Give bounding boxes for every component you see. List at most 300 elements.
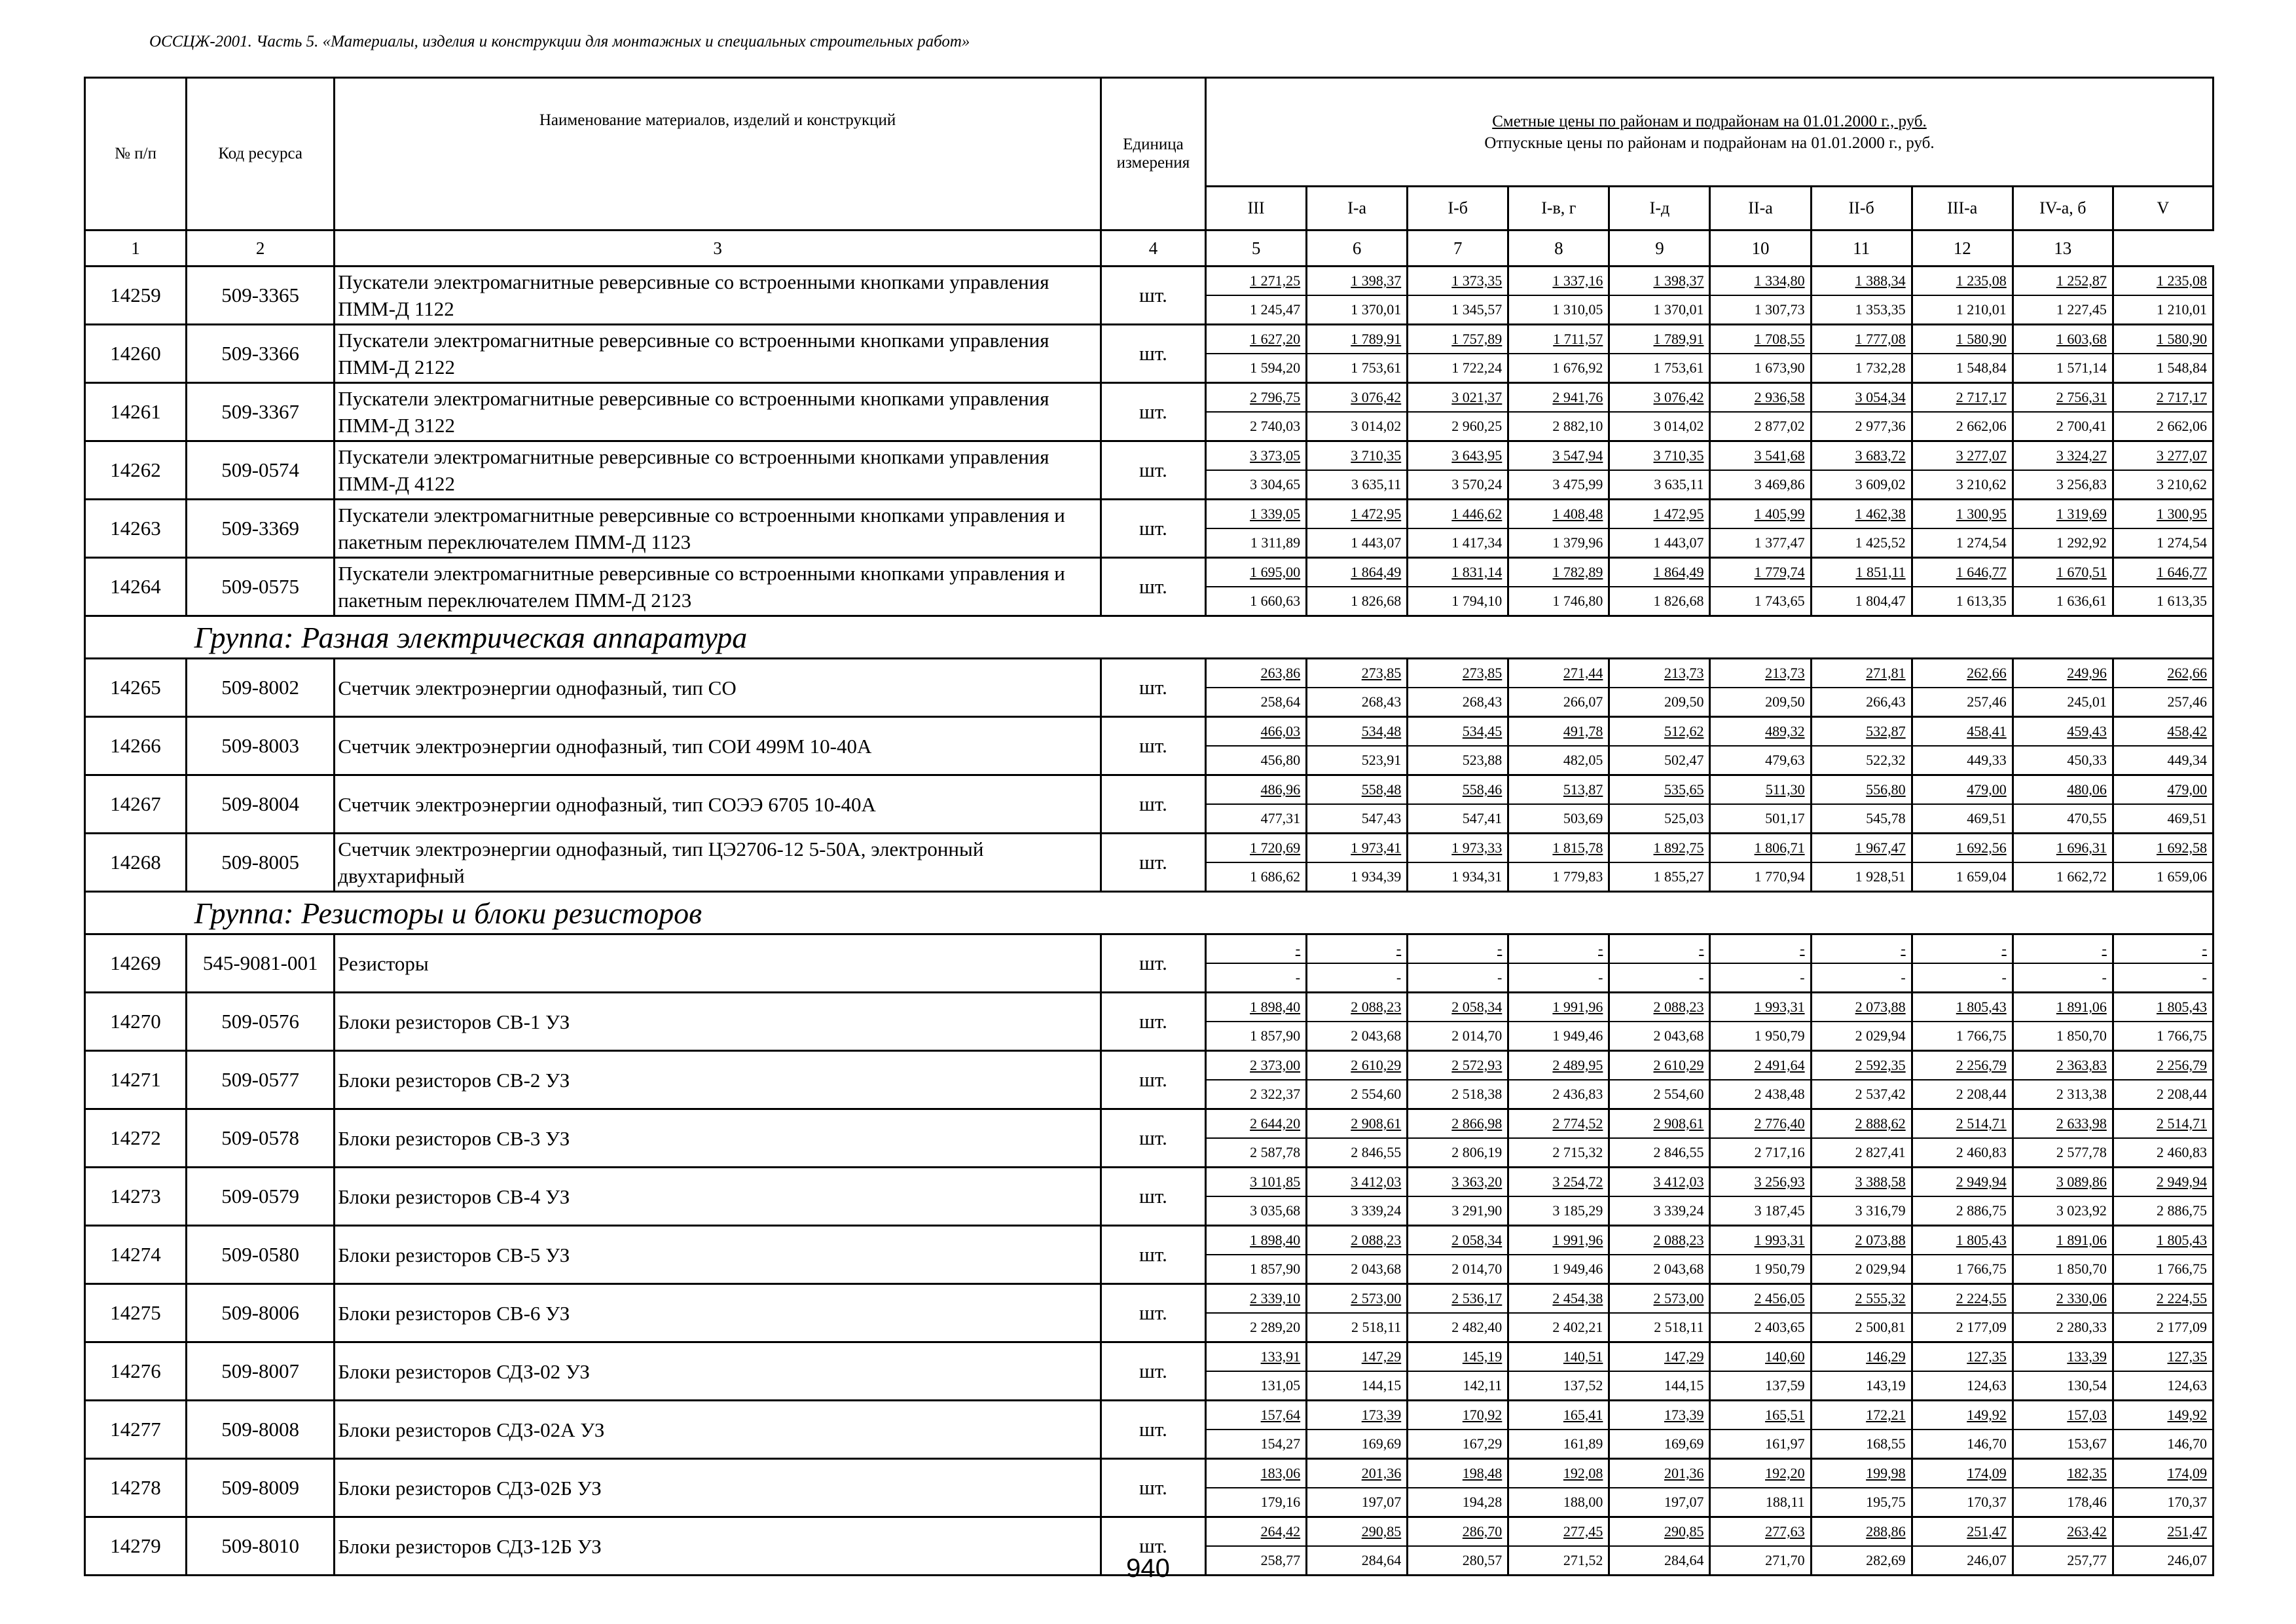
estimated-price: 127,35 — [2114, 1343, 2212, 1372]
unit-cell: шт. — [1101, 659, 1205, 717]
release-price: 1 210,01 — [2157, 301, 2207, 318]
estimated-price: 1 708,55 — [1711, 325, 1810, 354]
estimated-price: 2 756,31 — [2014, 384, 2112, 413]
price-cell — [1710, 441, 1811, 500]
row-number: 14277 — [85, 1401, 187, 1459]
material-name: Пускатели электромагнитные реверсивные со встроенными кнопками управления и пакетным переключателем ПММ-Д 1123 — [335, 500, 1101, 558]
price-cell — [1609, 558, 1710, 616]
price-cell — [1408, 1168, 1508, 1226]
release-price: 482,05 — [1563, 752, 1603, 768]
price-cell — [1408, 558, 1508, 616]
release-price: 1 779,83 — [1552, 868, 1603, 885]
estimated-price: 1 973,33 — [1408, 834, 1507, 863]
release-price: 169,69 — [1361, 1435, 1402, 1452]
table-row — [85, 1459, 2214, 1517]
estimated-price: 512,62 — [1610, 718, 1709, 747]
price-cell — [1206, 1168, 1307, 1226]
estimated-price: 480,06 — [2014, 776, 2112, 805]
price-cell — [1508, 834, 1609, 892]
release-price: 1 660,63 — [1250, 593, 1301, 609]
estimated-price: 264,42 — [1207, 1518, 1305, 1547]
estimated-price: 458,42 — [2114, 718, 2212, 747]
resource-code: 509-3367 — [187, 383, 335, 441]
table-row — [85, 500, 2214, 558]
row-number: 14269 — [85, 934, 187, 993]
price-cell — [2013, 441, 2113, 500]
release-price: 547,41 — [1462, 810, 1503, 826]
price-cell — [2113, 1342, 2213, 1401]
price-cell — [2013, 993, 2113, 1051]
estimated-price: 174,09 — [2114, 1460, 2212, 1488]
price-cell — [1206, 500, 1307, 558]
estimated-price: 479,00 — [1913, 776, 2012, 805]
release-price: - — [2102, 969, 2107, 986]
release-price: 2 043,68 — [1351, 1027, 1402, 1044]
estimated-price: 2 363,83 — [2014, 1052, 2112, 1080]
estimated-price: 213,73 — [1610, 659, 1709, 688]
price-cell — [2013, 717, 2113, 775]
price-cell — [1206, 834, 1307, 892]
col-header-prices — [1206, 78, 2214, 187]
row-number: 14274 — [85, 1226, 187, 1284]
estimated-price: 2 224,55 — [2114, 1285, 2212, 1314]
estimated-price: 133,91 — [1207, 1343, 1305, 1372]
resource-code: 509-8005 — [187, 834, 335, 892]
price-cell — [1307, 325, 1408, 383]
estimated-price: 3 254,72 — [1509, 1168, 1608, 1197]
column-number: 6 — [1307, 231, 1408, 267]
price-cell — [1408, 325, 1508, 383]
price-cell — [1912, 500, 2013, 558]
price-cell — [1508, 325, 1609, 383]
estimated-price: 1 603,68 — [2014, 325, 2112, 354]
price-cell — [1206, 558, 1307, 616]
region-header: II-б — [1811, 187, 1912, 231]
price-cell — [1508, 659, 1609, 717]
estimated-price: 198,48 — [1408, 1460, 1507, 1488]
price-cell — [1206, 993, 1307, 1051]
table-row — [85, 775, 2214, 834]
release-price: 1 746,80 — [1552, 593, 1603, 609]
estimated-price: 290,85 — [1610, 1518, 1709, 1547]
release-price: 456,80 — [1260, 752, 1301, 768]
release-price: 1 857,90 — [1250, 1027, 1301, 1044]
estimated-price: 556,80 — [1812, 776, 1911, 805]
column-number: 3 — [335, 231, 1101, 267]
resource-code: 509-8002 — [187, 659, 335, 717]
estimated-price: 1 398,37 — [1610, 267, 1709, 296]
row-number: 14272 — [85, 1109, 187, 1168]
price-cell — [1811, 717, 1912, 775]
price-cell — [1206, 1109, 1307, 1168]
estimated-price: 1 892,75 — [1610, 834, 1709, 863]
release-price: 124,63 — [1967, 1377, 2007, 1393]
price-cell — [1408, 1109, 1508, 1168]
release-price: 2 537,42 — [1855, 1086, 1906, 1102]
unit-cell: шт. — [1101, 325, 1205, 383]
release-price: 2 436,83 — [1552, 1086, 1603, 1102]
price-cell — [1206, 1459, 1307, 1517]
estimated-price: 3 683,72 — [1812, 442, 1911, 471]
price-cell — [2013, 1459, 2113, 1517]
price-cell — [1710, 659, 1811, 717]
price-cell — [1912, 441, 2013, 500]
estimated-price: 2 592,35 — [1812, 1052, 1911, 1080]
row-number: 14266 — [85, 717, 187, 775]
release-price: 188,00 — [1563, 1494, 1603, 1510]
estimated-price: 1 891,06 — [2014, 993, 2112, 1022]
release-price: 257,46 — [1967, 693, 2007, 710]
estimated-price: 201,36 — [1610, 1460, 1709, 1488]
estimated-price: 466,03 — [1207, 718, 1305, 747]
material-name: Блоки резисторов СВ-6 УЗ — [335, 1284, 1101, 1342]
table-row — [85, 1401, 2214, 1459]
release-price: 1 310,05 — [1552, 301, 1603, 318]
release-price: 2 518,38 — [1451, 1086, 1503, 1102]
estimated-price: 1 696,31 — [2014, 834, 2112, 863]
price-cell — [1811, 934, 1912, 993]
price-cell — [1912, 717, 2013, 775]
price-cell — [2013, 267, 2113, 325]
estimated-price: 165,51 — [1711, 1401, 1810, 1430]
price-cell — [1609, 267, 1710, 325]
estimated-price: 1 235,08 — [1913, 267, 2012, 296]
price-cell — [1609, 1284, 1710, 1342]
material-name: Блоки резисторов СДЗ-02 УЗ — [335, 1342, 1101, 1401]
estimated-price: 262,66 — [2114, 659, 2212, 688]
estimated-price: 277,63 — [1711, 1518, 1810, 1547]
price-cell — [1710, 500, 1811, 558]
price-cell — [1912, 1401, 2013, 1459]
price-cell — [1811, 383, 1912, 441]
estimated-price: 2 573,00 — [1307, 1285, 1406, 1314]
release-price: 144,15 — [1664, 1377, 1704, 1393]
column-number: 13 — [2013, 231, 2113, 267]
price-cell — [1508, 441, 1609, 500]
estimated-price: 1 408,48 — [1509, 500, 1608, 529]
table-body — [85, 267, 2214, 1576]
release-price: 1 548,84 — [2157, 360, 2207, 376]
price-cell — [1307, 1401, 1408, 1459]
row-number: 14271 — [85, 1051, 187, 1109]
release-price: - — [1699, 969, 1704, 986]
release-price: 209,50 — [1765, 693, 1805, 710]
price-cell — [1408, 383, 1508, 441]
release-price: 179,16 — [1260, 1494, 1301, 1510]
release-price: 1 686,62 — [1250, 868, 1301, 885]
release-price: 1 850,70 — [2056, 1261, 2107, 1277]
release-price: 131,05 — [1260, 1377, 1301, 1393]
release-price: 450,33 — [2067, 752, 2107, 768]
price-cell — [1811, 1401, 1912, 1459]
estimated-price: 249,96 — [2014, 659, 2112, 688]
release-price: 1 443,07 — [1653, 534, 1704, 551]
estimated-price: - — [1307, 935, 1406, 964]
unit-cell: шт. — [1101, 993, 1205, 1051]
estimated-price: 3 412,03 — [1307, 1168, 1406, 1197]
release-price: 2 518,11 — [1654, 1319, 1704, 1335]
release-price: 3 635,11 — [1654, 476, 1704, 492]
table-row — [85, 834, 2214, 892]
release-price: 1 370,01 — [1653, 301, 1704, 318]
estimated-price: 3 089,86 — [2014, 1168, 2112, 1197]
resource-code: 509-3365 — [187, 267, 335, 325]
table-row — [85, 1051, 2214, 1109]
estimated-price: 558,46 — [1408, 776, 1507, 805]
release-price: 1 370,01 — [1351, 301, 1402, 318]
release-price: 246,07 — [2167, 1552, 2207, 1568]
release-price: 2 043,68 — [1351, 1261, 1402, 1277]
price-cell — [1912, 993, 2013, 1051]
release-price: 2 717,16 — [1754, 1144, 1805, 1160]
unit-cell: шт. — [1101, 1051, 1205, 1109]
release-price: 2 482,40 — [1451, 1319, 1503, 1335]
estimated-price: 1 720,69 — [1207, 834, 1305, 863]
release-price: 479,63 — [1765, 752, 1805, 768]
price-cell — [1508, 717, 1609, 775]
price-cell — [1408, 500, 1508, 558]
price-cell — [1206, 1342, 1307, 1401]
release-price: 1 379,96 — [1552, 534, 1603, 551]
estimated-price: 147,29 — [1610, 1343, 1709, 1372]
estimated-price: 251,47 — [2114, 1518, 2212, 1547]
release-price: 2 014,70 — [1451, 1261, 1503, 1277]
price-cell — [1307, 934, 1408, 993]
estimated-price: 174,09 — [1913, 1460, 2012, 1488]
price-cell — [1609, 1459, 1710, 1517]
estimated-price: 133,39 — [2014, 1343, 2112, 1372]
column-number: 9 — [1609, 231, 1710, 267]
estimated-price: 1 806,71 — [1711, 834, 1810, 863]
region-header: I-в, г — [1508, 187, 1609, 231]
table-row — [85, 325, 2214, 383]
release-price: 266,07 — [1563, 693, 1603, 710]
row-number: 14267 — [85, 775, 187, 834]
estimated-price: 2 908,61 — [1610, 1110, 1709, 1139]
price-cell — [1609, 834, 1710, 892]
price-cell — [1508, 1109, 1609, 1168]
estimated-price: 192,20 — [1711, 1460, 1810, 1488]
price-cell — [2113, 717, 2213, 775]
estimated-price: 3 710,35 — [1610, 442, 1709, 471]
column-number: 5 — [1206, 231, 1307, 267]
price-cell — [1609, 383, 1710, 441]
estimated-price: 1 388,34 — [1812, 267, 1911, 296]
estimated-price: 2 330,06 — [2014, 1285, 2112, 1314]
estimated-price: 489,32 — [1711, 718, 1810, 747]
material-name: Пускатели электромагнитные реверсивные со встроенными кнопками управления ПММ-Д 4122 — [335, 441, 1101, 500]
price-cell — [1307, 267, 1408, 325]
release-price: 2 827,41 — [1855, 1144, 1906, 1160]
release-price: 3 475,99 — [1552, 476, 1603, 492]
price-cell — [1206, 1051, 1307, 1109]
table-row — [85, 659, 2214, 717]
estimated-price: 1 864,49 — [1610, 559, 1709, 587]
release-price: 137,52 — [1563, 1377, 1603, 1393]
release-price: 154,27 — [1260, 1435, 1301, 1452]
price-cell — [1710, 1168, 1811, 1226]
price-cell — [1710, 1459, 1811, 1517]
release-price: 1 353,35 — [1855, 301, 1906, 318]
price-cell — [1609, 1051, 1710, 1109]
estimated-price: 1 300,95 — [1913, 500, 2012, 529]
unit-cell: шт. — [1101, 441, 1205, 500]
estimated-price: 534,45 — [1408, 718, 1507, 747]
price-cell — [2013, 383, 2113, 441]
price-cell — [1508, 775, 1609, 834]
price-cell — [1206, 325, 1307, 383]
estimated-price: 1 300,95 — [2114, 500, 2212, 529]
unit-cell: шт. — [1101, 1284, 1205, 1342]
release-price: 2 740,03 — [1250, 418, 1301, 434]
estimated-price: 2 888,62 — [1812, 1110, 1911, 1139]
estimated-price: 149,92 — [2114, 1401, 2212, 1430]
resource-code: 509-0574 — [187, 441, 335, 500]
unit-cell: шт. — [1101, 834, 1205, 892]
estimated-price: 2 949,94 — [1913, 1168, 2012, 1197]
estimated-price: 262,66 — [1913, 659, 2012, 688]
row-number: 14262 — [85, 441, 187, 500]
release-price: 1 548,84 — [1956, 360, 2007, 376]
release-price: 268,43 — [1462, 693, 1503, 710]
price-cell — [1811, 558, 1912, 616]
resource-code: 509-8003 — [187, 717, 335, 775]
price-cell — [2113, 383, 2213, 441]
estimated-price: - — [1509, 935, 1608, 964]
estimated-price: 1 405,99 — [1711, 500, 1810, 529]
resource-code: 545-9081-001 — [187, 934, 335, 993]
row-number: 14268 — [85, 834, 187, 892]
price-cell — [1710, 834, 1811, 892]
release-price: 3 316,79 — [1855, 1202, 1906, 1219]
estimated-price: 1 646,77 — [2114, 559, 2212, 587]
estimated-price: 2 610,29 — [1307, 1052, 1406, 1080]
price-cell — [2113, 934, 2213, 993]
unit-cell: шт. — [1101, 775, 1205, 834]
material-name: Счетчик электроэнергии однофазный, тип СОЭЭ 6705 10-40А — [335, 775, 1101, 834]
estimated-price: 2 256,79 — [1913, 1052, 2012, 1080]
col-header-num: № п/п — [85, 78, 187, 231]
release-price: 280,57 — [1462, 1552, 1503, 1568]
price-cell — [1710, 775, 1811, 834]
price-cell — [1408, 1226, 1508, 1284]
release-price: 1 425,52 — [1855, 534, 1906, 551]
estimated-price: 459,43 — [2014, 718, 2112, 747]
estimated-price: 2 224,55 — [1913, 1285, 2012, 1314]
price-cell — [1710, 325, 1811, 383]
release-price: 2 715,32 — [1552, 1144, 1603, 1160]
estimated-price: 173,39 — [1610, 1401, 1709, 1430]
estimated-price: 2 088,23 — [1610, 1227, 1709, 1255]
release-price: 1 210,01 — [1956, 301, 2007, 318]
release-price: - — [1295, 969, 1301, 986]
estimated-price: 2 717,17 — [1913, 384, 2012, 413]
price-cell — [1609, 717, 1710, 775]
release-price: 449,33 — [1967, 752, 2007, 768]
price-cell — [1609, 1401, 1710, 1459]
material-name: Блоки резисторов СДЗ-02Б УЗ — [335, 1459, 1101, 1517]
price-cell — [1508, 934, 1609, 993]
release-price: 144,15 — [1361, 1377, 1402, 1393]
release-price: 469,51 — [1967, 810, 2007, 826]
estimated-price: 3 277,07 — [2114, 442, 2212, 471]
estimated-price: 2 256,79 — [2114, 1052, 2212, 1080]
release-price: 161,89 — [1563, 1435, 1603, 1452]
resource-code: 509-8004 — [187, 775, 335, 834]
price-cell — [1206, 717, 1307, 775]
estimated-price: 2 941,76 — [1509, 384, 1608, 413]
estimated-price: 1 967,47 — [1812, 834, 1911, 863]
price-cell — [1710, 993, 1811, 1051]
col-header-name — [335, 78, 1101, 231]
price-cell — [1408, 775, 1508, 834]
price-cell — [1408, 267, 1508, 325]
column-number: 2 — [187, 231, 335, 267]
release-price: 547,43 — [1361, 810, 1402, 826]
price-cell — [1811, 1459, 1912, 1517]
price-header-estimated: Сметные цены по районам и подрайонам на 01.01.2000 г., руб. — [1492, 112, 1927, 130]
release-price: - — [2001, 969, 2007, 986]
resource-code: 509-8007 — [187, 1342, 335, 1401]
estimated-price: 3 547,94 — [1509, 442, 1608, 471]
release-price: 2 029,94 — [1855, 1261, 1906, 1277]
release-price: - — [1598, 969, 1603, 986]
release-price: 1 766,75 — [2157, 1027, 2207, 1044]
price-cell — [2113, 558, 2213, 616]
price-cell — [1912, 1284, 2013, 1342]
region-header: II-а — [1710, 187, 1811, 231]
release-price: 245,01 — [2067, 693, 2107, 710]
resource-code: 509-8010 — [187, 1517, 335, 1576]
price-cell — [2113, 1459, 2213, 1517]
estimated-price: 2 644,20 — [1207, 1110, 1305, 1139]
release-price: 2 313,38 — [2056, 1086, 2107, 1102]
estimated-price: 277,45 — [1509, 1518, 1608, 1547]
estimated-price: 3 256,93 — [1711, 1168, 1810, 1197]
estimated-price: 140,51 — [1509, 1343, 1608, 1372]
unit-cell: шт. — [1101, 934, 1205, 993]
price-header-release: Отпускные цены по районам и подрайонам на 01.01.2000 г., руб. — [1484, 134, 1935, 152]
release-price: - — [1901, 969, 1906, 986]
estimated-price: 2 936,58 — [1711, 384, 1810, 413]
estimated-price: 173,39 — [1307, 1401, 1406, 1430]
price-cell — [1609, 500, 1710, 558]
price-cell — [1811, 1168, 1912, 1226]
estimated-price: 1 851,11 — [1812, 559, 1911, 587]
release-price: 1 766,75 — [1956, 1027, 2007, 1044]
price-cell — [2113, 1051, 2213, 1109]
price-cell — [1508, 1342, 1609, 1401]
table-row — [85, 441, 2214, 500]
price-cell — [1609, 775, 1710, 834]
price-cell — [1307, 659, 1408, 717]
estimated-price: 1 973,41 — [1307, 834, 1406, 863]
estimated-price: 271,81 — [1812, 659, 1911, 688]
price-cell — [2113, 659, 2213, 717]
release-price: 2 177,09 — [2157, 1319, 2207, 1335]
column-number: 11 — [1811, 231, 1912, 267]
table-row — [85, 993, 2214, 1051]
price-cell — [1508, 1051, 1609, 1109]
release-price: 545,78 — [1866, 810, 1906, 826]
estimated-price: - — [1913, 935, 2012, 964]
material-name: Счетчик электроэнергии однофазный, тип СОИ 499М 10-40А — [335, 717, 1101, 775]
release-price: 2 402,21 — [1552, 1319, 1603, 1335]
release-price: 3 187,45 — [1754, 1202, 1805, 1219]
price-cell — [1206, 775, 1307, 834]
group-title: Группа: Резисторы и блоки резисторов — [187, 892, 2214, 934]
release-price: 1 766,75 — [1956, 1261, 2007, 1277]
